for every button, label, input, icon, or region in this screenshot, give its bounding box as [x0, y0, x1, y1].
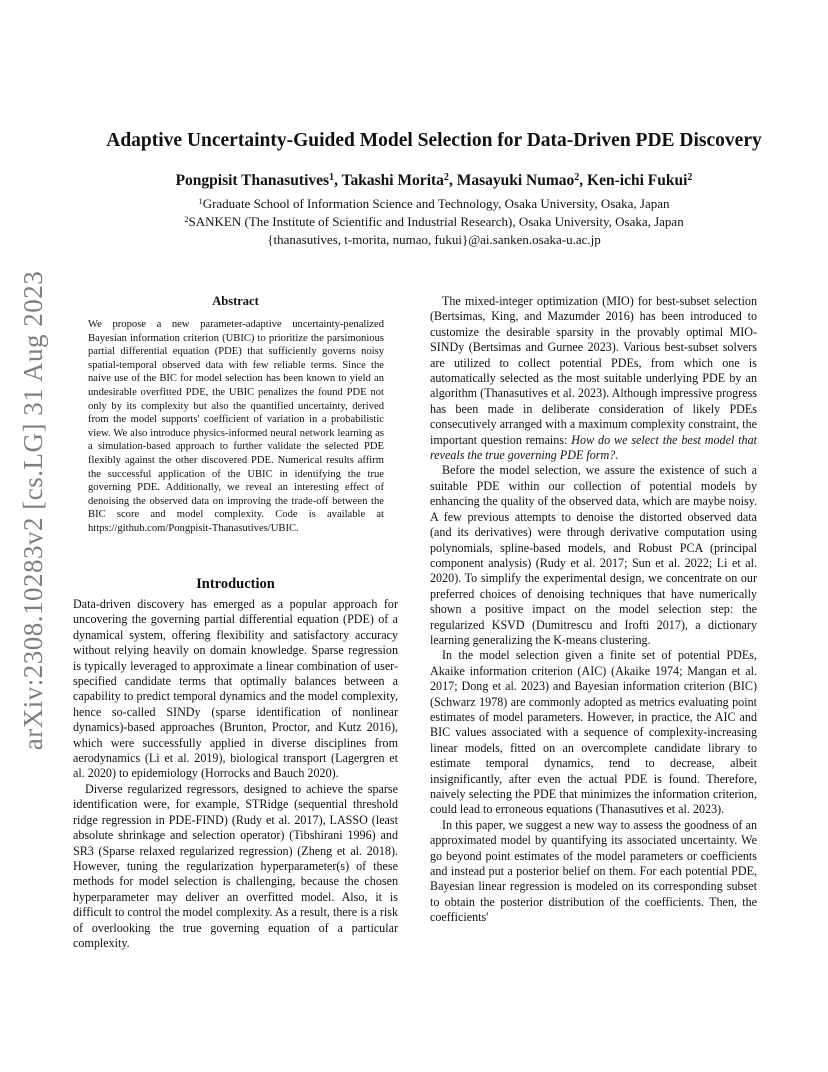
paragraph: Data-driven discovery has emerged as a popular approach for uncovering the governing partial differential equation (PDE) of a dynamical system, offering flexibility and satisfactory accuracy without relying heavily on domain knowledge. Sparse regression is typically leveraged to approximate a linear combination of user-specified candidate terms that optimally balances between a capability to predict temporal dynamics and the model complexity, hence so-called SINDy (sparse identification of nonlinear dynamics)-based approaches (Brunton, Proctor, and Kutz 2016), which were successfully applied in diverse disciplines from aerodynamics (Li et al. 2019), biological transport (Lagergren et al. 2020) to epidemiology (Horrocks and Bauch 2020). [73, 597, 398, 781]
affiliations [60, 195, 808, 249]
right-column-body [430, 294, 757, 926]
abstract-heading: Abstract [212, 294, 259, 308]
author-list [60, 172, 808, 190]
abstract-body [88, 318, 384, 536]
author: Masayuki Numao$^2$, [456, 171, 588, 189]
paragraph: Before the model selection, we assure the existence of such a suitable PDE within our collection of potential models by enhancing the quality of the observed data, which are maybe noisy. A few previous attempts to denoise the distorted observed data (and its derivatives) were through derivative computation using polynomials, spline-based models, and Robust PCA (principal component analysis) (Rudy et al. 2017; Sun et al. 2022; Li et al. 2020). To simplify the experimental design, we concentrate on our preferred choices of denoising techniques that have numerically shown a positive impact on the model selection step: the regularized KSVD (Dumitrescu and Irofti 2017), a dictionary learning generalizing the K-means clustering. [430, 463, 757, 647]
author: Ken-ichi Fukui$^2$ [587, 171, 693, 189]
affiliation-2: $^2$SANKEN (The Institute of Scientific and Industrial Research), Osaka University, Osaka, Japan [184, 213, 684, 229]
paper-title: Adaptive Uncertainty-Guided Model Selection for Data-Driven PDE Discovery [106, 130, 762, 151]
paragraph: The mixed-integer optimization (MIO) for best-subset selection (Bertsimas, King, and Mazumder 2016) has been introduced to customize the desirable sparsity in the provably optimal MIO-SINDy (Bertsimas and Gurnee 2023). Various best-subset solvers are utilized to collect potential PDEs, from which one is automatically selected as the most suitable underlying PDE by an algorithm (Thanasutives et al. 2023). Although impressive progress has been made in deliberate consideration of likely PDEs consecutively arranged with a maximum complexity constraint, the important question remains: How do we select the best model that reveals the true governing PDE form?. [430, 294, 757, 463]
author: Pongpisit Thanasutives$^1$, [175, 171, 342, 189]
paragraph: In the model selection given a finite set of potential PDEs, Akaike information criterion (AIC) (Akaike 1974; Mangan et al. 2017; Dong et al. 2023) and Bayesian information criterion (BIC) (Schwarz 1978) are commonly adopted as metrics evaluating point estimates of model parameters. However, in practice, the AIC and BIC values associated with a sequence of complexity-increasing linear models, fitted on an overcomplete candidate library to estimate temporal dynamics, tend to decrease, albeit insignificantly, after even the actual PDE is found. Therefore, naively selecting the PDE that minimizes the information criterion, could lead to erroneous equations (Thanasutives et al. 2023). [430, 648, 757, 817]
introduction-heading: Introduction [196, 576, 275, 592]
abstract-text: We propose a new parameter-adaptive uncertainty-penalized Bayesian information criterion (UBIC) to prioritize the parsimonious partial differential equation (PDE) that sufficiently governs noisy spatial-temporal observed data with few reliable terms. Since the naive use of the BIC for model selection has been known to yield an undesirable overfitted PDE, the UBIC penalizes the found PDE not only by its complexity but also the quantified uncertainty, derived from the model supports' coefficient of variation in a probabilistic view. We also introduce physics-informed neural network learning as a simulation-based approach to further validate the selected PDE flexibly against the other discovered PDE. Numerical results affirm the successful application of the UBIC in identifying the true governing PDE. Additionally, we reveal an interesting effect of denoising the observed data on improving the trade-off between the BIC score and model complexity. Code is available at https://github.com/Pongpisit-Thanasutives/UBIC. [88, 319, 384, 534]
arxiv-watermark [9, 160, 59, 860]
research-question: How do we select the best model that reveals the true governing PDE form? [430, 432, 757, 463]
author-emails: {thanasutives, t-morita, numao, fukui}@ai.sanken.osaka-u.ac.jp [267, 232, 601, 247]
arxiv-id: arXiv:2308.10283v2 [cs.LG] 31 Aug 2023 [18, 270, 49, 750]
paragraph: Diverse regularized regressors, designed to achieve the sparse identification were, for example, STRidge (sequential threshold ridge regression in PDE-FIND) (Rudy et al. 2017), LASSO (least absolute shrinkage and selection operator) (Tibshirani 1996) and SR3 (Sparse relaxed regularized regression) (Zheng et al. 2018). However, tuning the regularization hyperparameter(s) of these methods for model selection is challenging, because the chosen hyperparameter may deliver an overfitted model. Also, it is difficult to control the model complexity. As a result, there is a risk of overlooking the true governing equation of a particular complexity. [73, 781, 398, 950]
paragraph: In this paper, we suggest a new way to assess the goodness of an approximated model by quantifying its associated uncertainty. We go beyond point estimates of the model parameters or coefficients and instead put a posterior belief on them. For each potential PDE, Bayesian linear regression is modeled on its corresponding subset to obtain the posterior distribution of the coefficients. Then, the coefficients' [430, 817, 757, 925]
introduction-body [73, 597, 398, 951]
affiliation-1: $^1$Graduate School of Information Science and Technology, Osaka University, Osaka, Japan [198, 195, 670, 211]
author: Takashi Morita$^2$, [341, 171, 457, 189]
